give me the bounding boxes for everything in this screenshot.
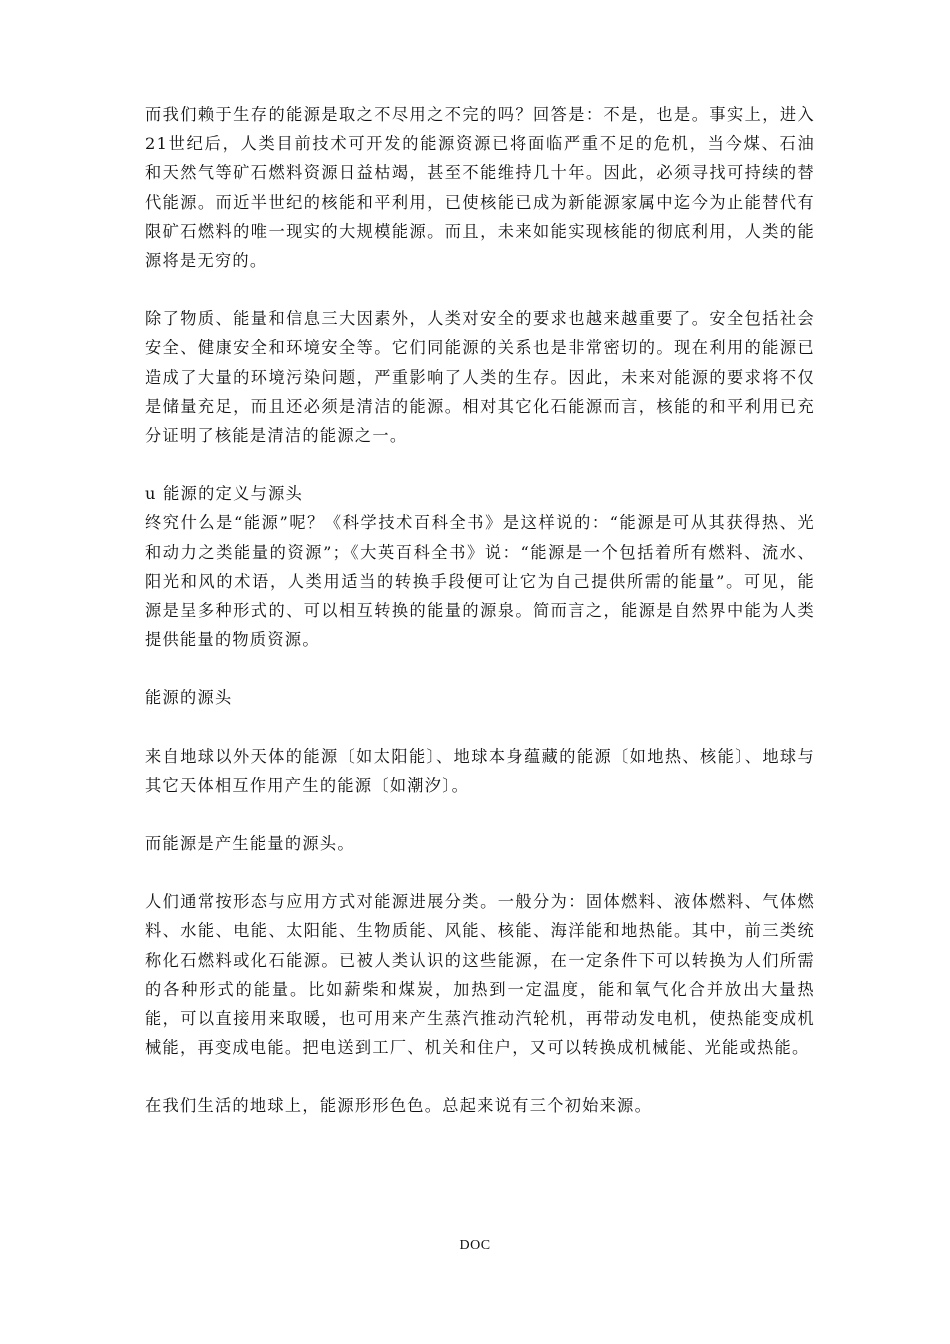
paragraph-gap: [145, 654, 815, 683]
section-heading-source: 能源的源头: [145, 688, 233, 708]
section-heading-definition: u 能源的定义与源头: [145, 484, 304, 504]
document-body: [145, 100, 815, 1121]
paragraph-gap: [145, 1062, 815, 1091]
paragraph-energy-source-note: 而能源是产生能量的源头。: [145, 834, 355, 854]
paragraph-energy-classification: 人们通常按形态与应用方式对能源进展分类。一般分为：固体燃料、液体燃料、气体燃料、水能、电能、太阳能、生物质能、风能、核能、海洋能和地热能。其中，前三类统称化石燃料或化石能源。已被人类认识的这些能源，在一定条件下可以转换为人们所需的各种形式的能量。比如薪柴和煤炭，加热到一定温度，能和氧气化合并放出大量热能，可以直接用来取暖，也可用来产生蒸汽推动汽轮机，再带动发电机，使热能变成机械能，再变成电能。把电送到工厂、机关和住户，又可以转换成机械能、光能或热能。: [145, 892, 815, 1058]
paragraph-energy-origins: 来自地球以外天体的能源〔如太阳能〕、地球本身蕴藏的能源〔如地热、核能〕、地球与其它天体相互作用产生的能源〔如潮汐〕。: [145, 746, 815, 795]
paragraph-energy-sustainability: 而我们赖于生存的能源是取之不尽用之不完的吗？回答是：不是，也是。事实上，进入21世纪后，人类目前技术可开发的能源资源已将面临严重不足的危机，当今煤、石油和天然气等矿石燃料资源日益枯竭，甚至不能维持几十年。因此，必须寻找可持续的替代能源。而近半世纪的核能和平利用，已使核能已成为新能源家属中迄今为止能替代有限矿石燃料的唯一现实的大规模能源。而且，未来如能实现核能的彻底利用，人类的能源将是无穷的。: [145, 105, 815, 271]
paragraph-gap: [145, 275, 815, 304]
paragraph-gap: [145, 713, 815, 742]
paragraph-gap: [145, 858, 815, 887]
paragraph-gap: [145, 450, 815, 479]
paragraph-energy-definition: 终究什么是“能源”呢？《科学技术百科全书》是这样说的：“能源是可从其获得热、光和动力之类能量的资源”；《大英百科全书》说：“能源是一个包括着所有燃料、流水、阳光和风的术语，人类用适当的转换手段便可让它为自己提供所需的能量”。可见，能源是呈多种形式的、可以相互转换的能量的源泉。简而言之，能源是自然界中能为人类提供能量的物质资源。: [145, 513, 815, 650]
paragraph-gap: [145, 800, 815, 829]
paragraph-initial-sources: 在我们生活的地球上，能源形形色色。总起来说有三个初始来源。: [145, 1096, 653, 1116]
page-footer: DOC: [459, 1238, 491, 1253]
paragraph-energy-safety: 除了物质、能量和信息三大因素外，人类对安全的要求也越来越重要了。安全包括社会安全、健康安全和环境安全等。它们同能源的关系也是非常密切的。现在利用的能源已造成了大量的环境污染问题，严重影响了人类的生存。因此，未来对能源的要求将不仅是储量充足，而且还必须是清洁的能源。相对其它化石能源而言，核能的和平利用已充分证明了核能是清洁的能源之一。: [145, 309, 815, 446]
